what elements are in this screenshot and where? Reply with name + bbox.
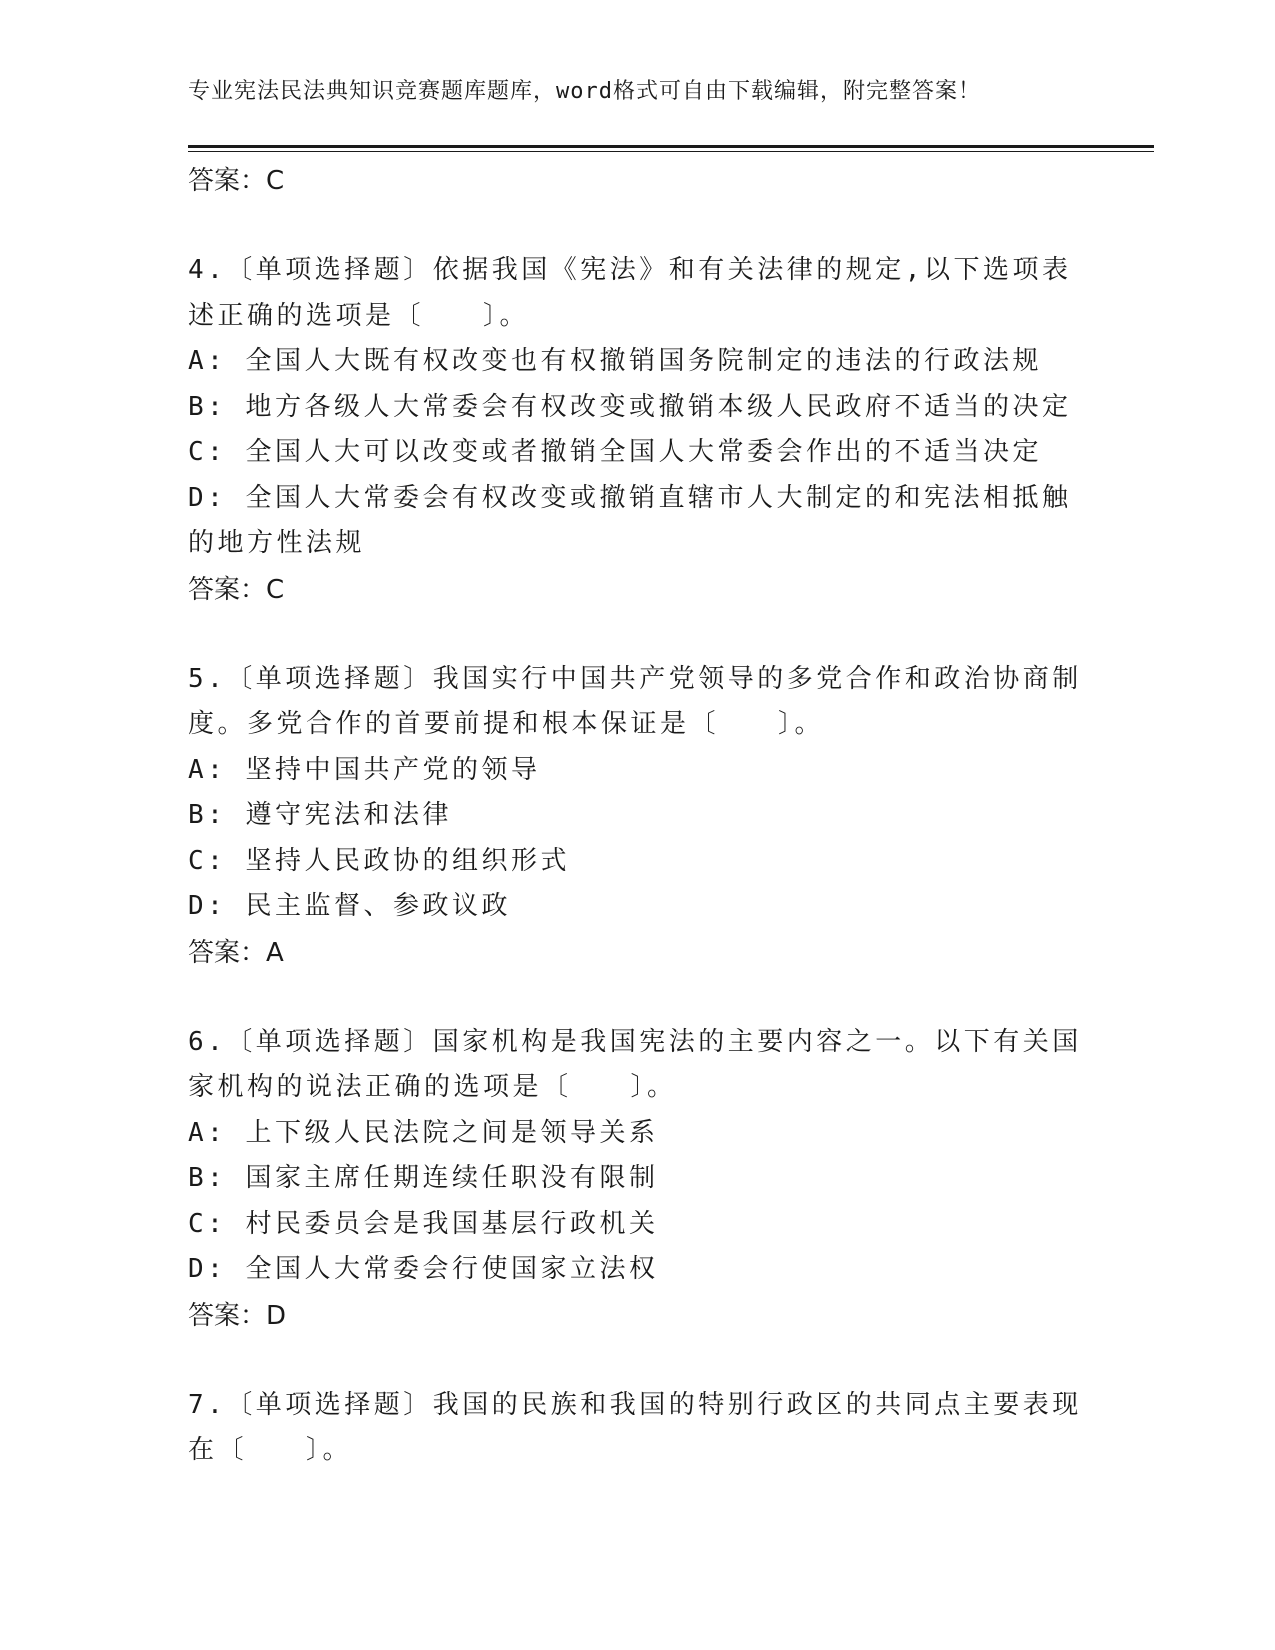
- option-b: B: 遵守宪法和法律: [188, 800, 452, 830]
- answer-line: 答案：C: [188, 574, 285, 605]
- question-block: [188, 248, 1088, 613]
- option-c: C: 坚持人民政协的组织形式: [188, 845, 570, 876]
- question-block: [188, 1383, 1088, 1474]
- question-block: [188, 1020, 1088, 1339]
- question-text: 5.〔单项选择题〕我国实行中国共产党领导的多党合作和政治协商制度。多党合作的首要前提和根本保证是〔 〕。: [188, 663, 1082, 739]
- question-block: [188, 657, 1088, 976]
- option-d: D: 民主监督、参政议政: [188, 891, 511, 921]
- answer-line: 答案：C: [188, 166, 285, 196]
- option-b: B: 地方各级人大常委会有权改变或撤销本级人民政府不适当的决定: [188, 391, 1072, 422]
- question-text: 6.〔单项选择题〕国家机构是我国宪法的主要内容之一。以下有关国家机构的说法正确的选项是〔 〕。: [188, 1026, 1082, 1102]
- header-divider: [188, 145, 1154, 148]
- option-c: C: 村民委员会是我国基层行政机关: [188, 1208, 659, 1239]
- option-c: C: 全国人大可以改变或者撤销全国人大常委会作出的不适当决定: [188, 437, 1042, 467]
- page-header: 专业宪法民法典知识竞赛题库题库，word格式可自由下载编辑，附完整答案！: [188, 79, 981, 104]
- answer-line: 答案：A: [188, 937, 284, 968]
- option-a: A: 坚持中国共产党的领导: [188, 754, 541, 785]
- option-a: A: 全国人大既有权改变也有权撤销国务院制定的违法的行政法规: [188, 346, 1042, 376]
- option-d: D: 全国人大常委会有权改变或撤销直辖市人大制定的和宪法相抵触的地方性法规: [188, 482, 1072, 558]
- question-text: 4.〔单项选择题〕依据我国《宪法》和有关法律的规定,以下选项表述正确的选项是〔 〕。: [188, 255, 1072, 331]
- option-a: A: 上下级人民法院之间是领导关系: [188, 1117, 659, 1148]
- header-divider-thin: [188, 151, 1154, 152]
- option-d: D: 全国人大常委会行使国家立法权: [188, 1254, 659, 1284]
- question-list: [188, 158, 1088, 1474]
- question-text: 7.〔单项选择题〕我国的民族和我国的特别行政区的共同点主要表现在〔 〕。: [188, 1389, 1082, 1465]
- option-b: B: 国家主席任期连续任职没有限制: [188, 1163, 659, 1193]
- answer-line: 答案：D: [188, 1300, 287, 1331]
